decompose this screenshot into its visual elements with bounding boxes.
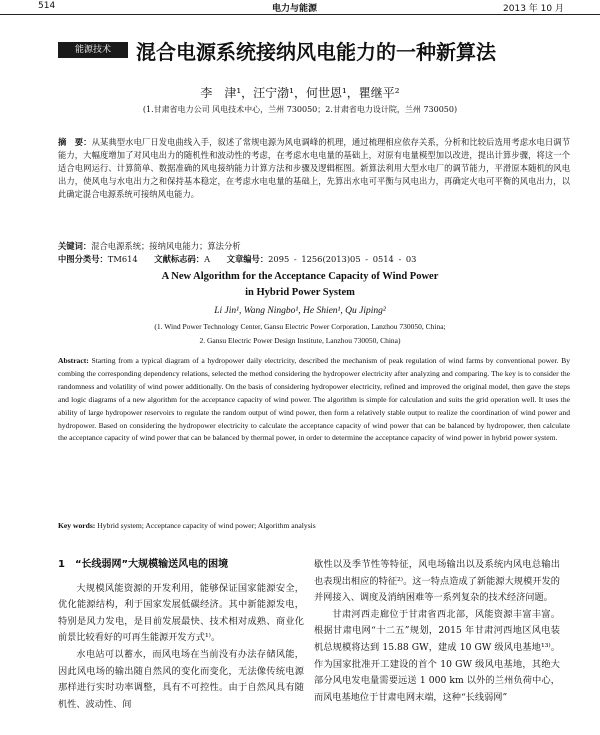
doc-code-value: A <box>204 254 211 264</box>
chinese-abstract <box>58 136 570 201</box>
abstract-label: 摘 要： <box>58 137 92 147</box>
article-no-label: 文章编号： <box>226 254 269 264</box>
english-abstract-label: Abstract: <box>58 356 89 365</box>
body-paragraph: 甘肃河西走廊位于甘肃省西北部，风能资源丰富丰富。根据甘肃电网“十二五”规划，2015 年甘肃河西地区风电装机总规模将达到 15.88 GW，建成 10 GW 级风电基地¹³⁾。作为国家批准开工建设的首个 10 GW 级风电基地，其绝大部分风电发电量需要远送 1 000 km 以外的兰州负荷中心，而风电基地位于甘肃电网末端，这种“长线弱网” <box>314 608 560 703</box>
english-title-line1: A New Algorithm for the Acceptance Capacity of Wind Power <box>161 271 439 282</box>
english-title <box>0 269 600 301</box>
page-number: 514 <box>38 1 56 11</box>
english-authors: Li Jin¹, Wang Ningbo¹, He Shien¹, Qu Jiping² <box>214 306 386 316</box>
section-badge: 能源技术 <box>58 42 128 58</box>
keywords-label: 关键词： <box>58 241 92 251</box>
class-value: TM614 <box>107 254 138 264</box>
article-no-value: 2095 - 1256(2013)05 - 0514 - 03 <box>268 254 417 264</box>
chinese-title: 混合电源系统接纳风电能力的一种新算法 <box>136 40 496 64</box>
body-paragraph: 歇性以及季节性等特征，风电场输出以及系统内风电总输出也表现出相应的特征²⁾。这一特点造成了新能源大规模开发的并网接入、调度及消纳困难等一系列复杂的技术经济问题。 <box>314 559 560 604</box>
english-keywords <box>58 521 570 530</box>
body-paragraph: 水电站可以蓄水，而风电场在当前没有办法存储风能，因此风电场的输出随自然风的变化而变化，无法像传统电源那样进行实时功率调整，具有不可控性。由于自然风具有随机性、波动性、间 <box>58 648 304 710</box>
keywords-text: 混合电源系统；接纳风电能力；算法分析 <box>91 241 241 251</box>
abstract-text: 从某典型水电厂日发电曲线入手，叙述了常规电源为风电调峰的机理，通过梳理相应依存关系，分析和比较后选用考虑水电日调节能力，大幅度增加了对风电出力的随机性和波动性的考虑，在考虑水电电量的基础上，对原有电量模型加以改进，提出计算步骤，将这一个适合电网运行、计算简单、数据准确的风电接纳能力计算方法和步骤及逻辑框图。新算法利用大型水电厂的调节能力，平滑原本随机的风电出力，使风电与水电出力之和保持基本稳定，在考虑水电电量的基础上，先算出水电可平衡与风电出力，再确定火电可平衡的风电出力，以此确定混合电源系统可接纳风电能力。 <box>58 137 570 199</box>
issue-date: 2013 年 10 月 <box>503 4 564 14</box>
chinese-keywords <box>58 240 570 253</box>
chinese-affiliation: (1.甘肃省电力公司 风电技术中心，兰州 730050；2.甘肃省电力设计院，兰州 730050) <box>142 105 458 114</box>
section-heading: 1 “长线弱网”大规模输送风电的困境 <box>58 559 229 570</box>
english-abstract <box>58 355 570 445</box>
body-paragraph: 大规模风能资源的开发利用，能够保证国家能源安全，优化能源结构，利于国家发展低碳经济。其中新能源发电，特别是风力发电，是目前发展最快、技术相对成熟、商业化前景比较看好的可再生能源开发方式¹⁾。 <box>58 582 304 644</box>
english-abstract-text: Starting from a typical diagram of a hydropower daily electricity, described the mechanism of peak regulation of wind farms by conventional power. By combing the corresponding dependency relations, selected the method considering the hydropower electricity after analyzing and comparing. The key is to consider the randomness and volatility of wind power additionally. On the basis of considering hydropower electricity, refined and improved the original model, then gave the steps and logic diagrams of a new algorithm for the acceptance capacity of wind power. The algorithm is simple for calculation and suits the grid operation well. It uses the ability of large hydropower reservoirs to regulate the random output of wind power, then form a relatively stable output to realize the coordination of wind power and hydropower. Based on considering the hydropower electricity to calculate the acceptance capacity of wind power that can be balanced by hydropower, then calculate the acceptance capacity of wind power that can be balanced by thermal power, in order to determine the acceptance capacity of wind power in hybrid power system. <box>58 356 570 443</box>
english-affiliation-1: (1. Wind Power Technology Center, Gansu Electric Power Corporation, Lanzhou 730050, China; <box>154 322 446 331</box>
english-keywords-label: Key words: <box>58 521 96 530</box>
doc-code-label: 文献标志码： <box>154 254 205 264</box>
running-header <box>0 0 600 15</box>
chinese-authors: 李 津¹，汪宁渤¹，何世恩¹，瞿继平² <box>200 86 400 100</box>
english-keywords-text: Hybrid system; Acceptance capacity of wind power; Algorithm analysis <box>97 521 316 530</box>
english-title-line2: in Hybrid Power System <box>245 287 355 298</box>
body-column-left <box>58 557 304 713</box>
journal-name: 电力与能源 <box>272 4 318 14</box>
class-label: 中图分类号： <box>58 254 108 264</box>
classification-line <box>58 253 570 266</box>
body-column-right <box>314 557 560 706</box>
english-affiliation-2: 2. Gansu Electric Power Design Institute, Lanzhou 730050, China) <box>199 336 401 345</box>
